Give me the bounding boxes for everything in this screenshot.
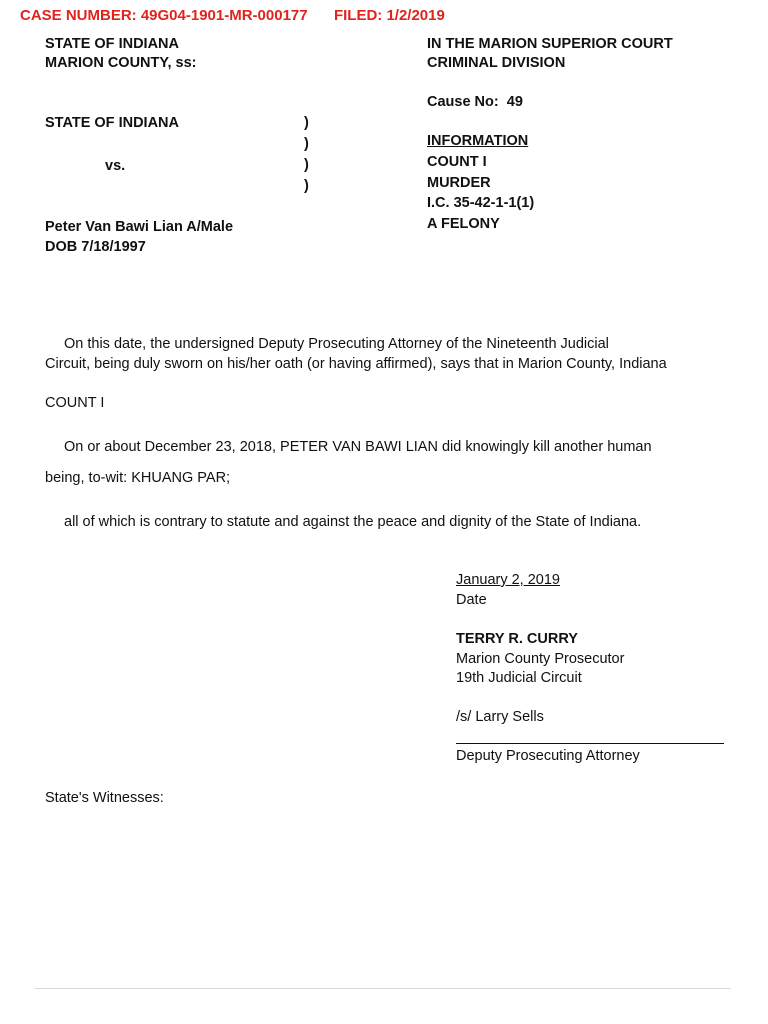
judicial-circuit: 19th Judicial Circuit [456, 670, 582, 686]
count-label: COUNT I [427, 154, 487, 170]
caption-paren-3: ) [304, 157, 309, 173]
witnesses-label: State's Witnesses: [45, 790, 164, 806]
count-text-line-1: On or about December 23, 2018, PETER VAN BAWI LIAN did knowingly kill another human [64, 439, 652, 455]
caption-paren-1: ) [304, 115, 309, 131]
state-label: STATE OF INDIANA [45, 36, 179, 52]
defendant-name: Peter Van Bawi Lian A/Male [45, 219, 234, 235]
signature-date: January 2, 2019 [456, 572, 560, 588]
versus-label: vs. [105, 158, 126, 174]
filing-header [20, 7, 445, 24]
intro-line-2: Circuit, being duly sworn on his/her oath (or having affirmed), says that in Marion County, Indiana [45, 356, 667, 372]
offense-name: MURDER [427, 175, 491, 191]
information-title: INFORMATION [427, 133, 529, 149]
page-footer-divider [35, 988, 731, 989]
signer-title: Deputy Prosecuting Attorney [456, 748, 640, 764]
county-label: MARION COUNTY, ss: [45, 55, 197, 71]
plaintiff-name: STATE OF INDIANA [45, 115, 179, 131]
count-heading: COUNT I [45, 395, 105, 411]
intro-line-1: On this date, the undersigned Deputy Prosecuting Attorney of the Nineteenth Judicial [64, 336, 609, 352]
cause-number [427, 94, 523, 110]
count-text-line-2: being, to-wit: KHUANG PAR; [45, 470, 231, 486]
prosecutor-name: TERRY R. CURRY [456, 631, 578, 647]
signature-line [456, 743, 724, 744]
court-division: CRIMINAL DIVISION [427, 55, 566, 71]
date-label: Date [456, 592, 487, 608]
case-number: CASE NUMBER: 49G04-1901-MR-000177 [20, 7, 308, 24]
cause-value: 49 [506, 94, 523, 110]
electronic-signature: /s/ Larry Sells [456, 709, 544, 725]
prosecutor-title: Marion County Prosecutor [456, 651, 625, 667]
caption-paren-2: ) [304, 136, 309, 152]
court-name: IN THE MARION SUPERIOR COURT [427, 36, 673, 52]
felony-level: A FELONY [427, 216, 500, 232]
defendant-dob: DOB 7/18/1997 [45, 239, 146, 255]
filed-date: FILED: 1/2/2019 [333, 7, 445, 24]
cause-label: Cause No: [427, 94, 499, 110]
statute-citation: I.C. 35-42-1-1(1) [427, 195, 535, 211]
closing-statement: all of which is contrary to statute and against the peace and dignity of the State of Indiana. [64, 514, 642, 530]
caption-paren-4: ) [304, 178, 309, 194]
